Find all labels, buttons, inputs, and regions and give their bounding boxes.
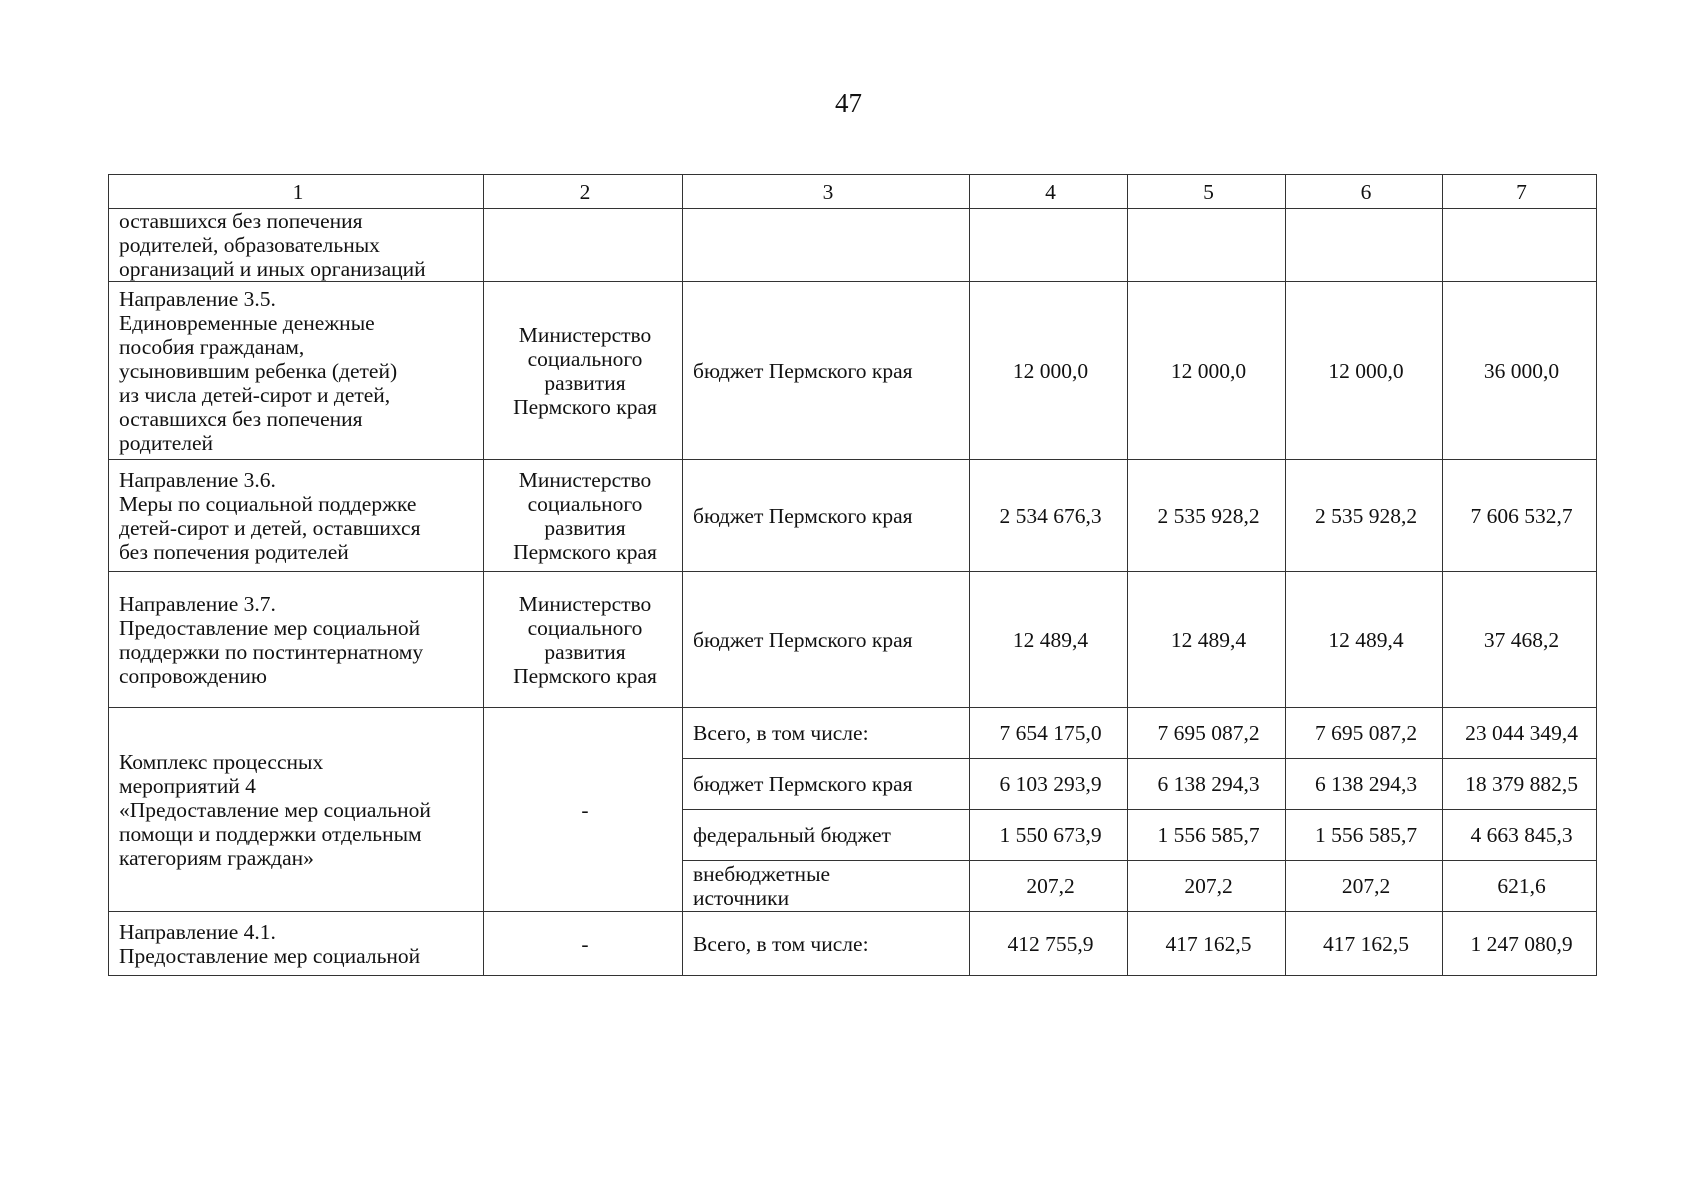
table-row: [109, 282, 1597, 460]
value-cell: 7 606 532,7: [1443, 460, 1597, 572]
measure-cell: [109, 572, 484, 708]
value-cell: 7 695 087,2: [1128, 708, 1286, 759]
column-number-cell: 7: [1443, 175, 1597, 209]
source-cell: [683, 861, 970, 912]
value-cell: 23 044 349,4: [1443, 708, 1597, 759]
measure-cell: [109, 912, 484, 976]
source-cell: Всего, в том числе:: [683, 708, 970, 759]
value-cell: [1443, 209, 1597, 282]
executor-cell: [484, 912, 683, 976]
value-cell: 207,2: [970, 861, 1128, 912]
column-number-cell: 4: [970, 175, 1128, 209]
value-cell: 12 000,0: [1128, 282, 1286, 460]
value-cell: 12 000,0: [970, 282, 1128, 460]
executor-text: -: [581, 931, 589, 956]
measure-cell: [109, 708, 484, 912]
value-cell: 6 138 294,3: [1128, 759, 1286, 810]
page-number: 47: [835, 88, 862, 118]
value-cell: 6 138 294,3: [1286, 759, 1443, 810]
value-cell: 1 556 585,7: [1286, 810, 1443, 861]
value-cell: 12 489,4: [1286, 572, 1443, 708]
column-number-row: [109, 175, 1597, 209]
executor-text: Министерство социального развития Пермского края: [513, 591, 657, 688]
value-cell: 417 162,5: [1128, 912, 1286, 976]
value-cell: 36 000,0: [1443, 282, 1597, 460]
value-cell: 12 489,4: [1128, 572, 1286, 708]
source-cell: бюджет Пермского края: [683, 460, 970, 572]
value-cell: 6 103 293,9: [970, 759, 1128, 810]
source-cell: бюджет Пермского края: [683, 282, 970, 460]
value-cell: 4 663 845,3: [1443, 810, 1597, 861]
executor-text: Министерство социального развития Пермского края: [513, 467, 657, 564]
value-cell: [970, 209, 1128, 282]
executor-text: Министерство социального развития Пермского края: [513, 322, 657, 419]
measure-text: Комплекс процессных мероприятий 4 «Предоставление мер социальной помощи и поддержки отдельным категориям граждан»: [119, 749, 431, 870]
measure-cell: [109, 460, 484, 572]
value-cell: 37 468,2: [1443, 572, 1597, 708]
value-cell: 7 695 087,2: [1286, 708, 1443, 759]
measure-cell: [109, 209, 484, 282]
value-cell: 7 654 175,0: [970, 708, 1128, 759]
source-cell: Всего, в том числе:: [683, 912, 970, 976]
measure-text: Направление 3.5. Единовременные денежные пособия гражданам, усыновившим ребенка (детей) из числа детей-сирот и детей, оставшихся без попечения родителей: [119, 286, 398, 455]
value-cell: 621,6: [1443, 861, 1597, 912]
column-number-cell: 6: [1286, 175, 1443, 209]
column-number-cell: 5: [1128, 175, 1286, 209]
executor-cell: [484, 282, 683, 460]
executor-text: -: [581, 797, 589, 822]
column-number-cell: 1: [109, 175, 484, 209]
measure-text: оставшихся без попечения родителей, образовательных организаций и иных организаций: [119, 209, 426, 281]
executor-cell: [484, 572, 683, 708]
executor-cell: [484, 209, 683, 282]
value-cell: 2 535 928,2: [1128, 460, 1286, 572]
value-cell: 12 489,4: [970, 572, 1128, 708]
measure-text: Направление 4.1. Предоставление мер социальной: [119, 919, 421, 968]
value-cell: 412 755,9: [970, 912, 1128, 976]
value-cell: 2 535 928,2: [1286, 460, 1443, 572]
executor-cell: [484, 708, 683, 912]
measure-text: Направление 3.6. Меры по социальной поддержке детей-сирот и детей, оставшихся без попечения родителей: [119, 467, 421, 564]
table-row: [109, 572, 1597, 708]
column-number-cell: 2: [484, 175, 683, 209]
value-cell: 207,2: [1128, 861, 1286, 912]
value-cell: 1 247 080,9: [1443, 912, 1597, 976]
value-cell: [1286, 209, 1443, 282]
budget-table: [108, 174, 1597, 976]
table-row: [109, 209, 1597, 282]
value-cell: 2 534 676,3: [970, 460, 1128, 572]
source-cell: федеральный бюджет: [683, 810, 970, 861]
value-cell: 1 556 585,7: [1128, 810, 1286, 861]
measure-cell: [109, 282, 484, 460]
table-row: [109, 912, 1597, 976]
table-row: [109, 708, 1597, 759]
value-cell: 417 162,5: [1286, 912, 1443, 976]
column-number-cell: 3: [683, 175, 970, 209]
source-text: внебюджетные источники: [693, 862, 831, 910]
table-row: [109, 460, 1597, 572]
source-cell: бюджет Пермского края: [683, 572, 970, 708]
source-cell: [683, 209, 970, 282]
executor-cell: [484, 460, 683, 572]
value-cell: 12 000,0: [1286, 282, 1443, 460]
measure-text: Направление 3.7. Предоставление мер социальной поддержки по постинтернатному сопровождению: [119, 591, 424, 688]
value-cell: [1128, 209, 1286, 282]
source-cell: бюджет Пермского края: [683, 759, 970, 810]
value-cell: 1 550 673,9: [970, 810, 1128, 861]
value-cell: 207,2: [1286, 861, 1443, 912]
value-cell: 18 379 882,5: [1443, 759, 1597, 810]
